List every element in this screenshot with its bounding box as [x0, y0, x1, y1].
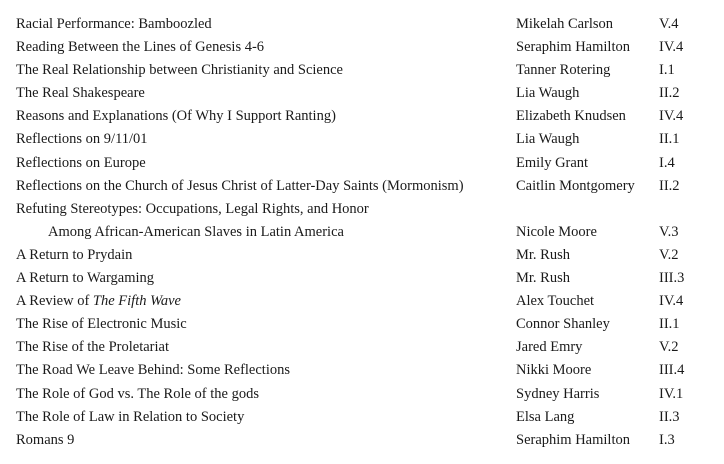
- entry-author: Mikelah Carlson: [516, 16, 614, 32]
- index-entry: [16, 313, 720, 336]
- entry-issue: IV.4: [659, 108, 684, 125]
- entry-issue: II.2: [659, 85, 680, 102]
- index-entry: [16, 290, 720, 313]
- index-entry: [16, 244, 720, 267]
- entry-issue: II.3: [659, 408, 680, 425]
- index-entry: [16, 221, 720, 244]
- entry-issue: IV.4: [659, 39, 684, 56]
- entry-title: Romans 9: [16, 431, 75, 448]
- entry-title: Reflections on 9/11/01: [16, 131, 148, 148]
- entry-issue: II.2: [659, 177, 680, 194]
- entry-title: Reflections on Europe: [16, 154, 146, 171]
- entry-title: The Rise of Electronic Music: [16, 316, 187, 333]
- entry-title: The Real Relationship between Christianity and Science: [16, 62, 343, 79]
- entry-author: Nikki Moore: [516, 362, 592, 379]
- index-entry: [16, 336, 720, 359]
- entry-title: The Role of Law in Relation to Society: [16, 408, 245, 425]
- entry-title-italic: The Fifth Wave: [92, 293, 181, 310]
- index-entry: [16, 105, 720, 128]
- index-entry-title-line: [16, 198, 720, 221]
- entry-issue: I.4: [659, 154, 675, 171]
- index-entry: [16, 13, 720, 36]
- entry-author: Mr. Rush: [516, 270, 570, 287]
- entry-title: Refuting Stereotypes: Occupations, Legal Rights, and Honor: [16, 200, 369, 217]
- entry-title: Racial Performance: Bamboozled: [16, 16, 212, 32]
- index-entry: [16, 406, 720, 429]
- index-entry: [16, 152, 720, 175]
- entry-author: Jared Emry: [516, 339, 583, 356]
- entry-issue: V.2: [659, 339, 679, 356]
- entry-author: Connor Shanley: [516, 316, 610, 333]
- entry-title: A Return to Wargaming: [16, 270, 155, 287]
- index-entry: [16, 82, 720, 105]
- entry-title-prefix: A Review of: [16, 293, 93, 310]
- entry-issue: II.1: [659, 316, 680, 333]
- entry-author: Lia Waugh: [516, 85, 580, 102]
- index-entry: [16, 429, 720, 452]
- entry-issue: I.3: [659, 431, 675, 448]
- index-entry: [16, 383, 720, 406]
- entry-issue: II.1: [659, 131, 680, 148]
- entry-issue: V.3: [659, 223, 679, 240]
- entry-author: Elsa Lang: [516, 408, 575, 425]
- index-entry: [16, 128, 720, 151]
- entry-title: The Real Shakespeare: [16, 85, 145, 102]
- entry-author: Tanner Rotering: [516, 62, 611, 79]
- entry-title: The Road We Leave Behind: Some Reflections: [16, 362, 290, 379]
- entry-title: The Rise of the Proletariat: [16, 339, 170, 356]
- index-entry: [16, 359, 720, 382]
- entry-author: Emily Grant: [516, 154, 589, 171]
- entry-author: Alex Touchet: [516, 293, 595, 310]
- entry-title-continuation: Among African-American Slaves in Latin America: [48, 223, 344, 240]
- entry-issue: III.4: [659, 362, 685, 379]
- entry-issue: I.1: [659, 62, 675, 79]
- entry-title: [16, 290, 516, 313]
- entry-author: Elizabeth Knudsen: [516, 108, 626, 125]
- entry-issue: IV.4: [659, 293, 684, 310]
- entry-title: Reasons and Explanations (Of Why I Support Ranting): [16, 108, 336, 125]
- entry-author: Seraphim Hamilton: [516, 39, 630, 56]
- entry-author: Sydney Harris: [516, 385, 600, 402]
- entry-title: The Role of God vs. The Role of the gods: [16, 385, 259, 402]
- index-entry: [16, 59, 720, 82]
- entry-title: Reflections on the Church of Jesus Christ of Latter-Day Saints (Mormonism): [16, 177, 464, 194]
- index-entry: [16, 175, 720, 198]
- index-entry: [16, 267, 720, 290]
- entry-issue: IV.1: [659, 385, 684, 402]
- entry-title: A Return to Prydain: [16, 246, 133, 263]
- entry-author: Caitlin Montgomery: [516, 177, 635, 194]
- entry-issue: III.3: [659, 270, 685, 287]
- article-index-table: [16, 13, 720, 452]
- entry-author: Nicole Moore: [516, 223, 597, 240]
- index-entry: [16, 36, 720, 59]
- entry-author: Mr. Rush: [516, 246, 570, 263]
- entry-author: Seraphim Hamilton: [516, 431, 630, 448]
- entry-author: Lia Waugh: [516, 131, 580, 148]
- entry-title: Reading Between the Lines of Genesis 4-6: [16, 39, 265, 56]
- entry-issue: V.2: [659, 246, 679, 263]
- entry-issue: V.4: [659, 16, 679, 32]
